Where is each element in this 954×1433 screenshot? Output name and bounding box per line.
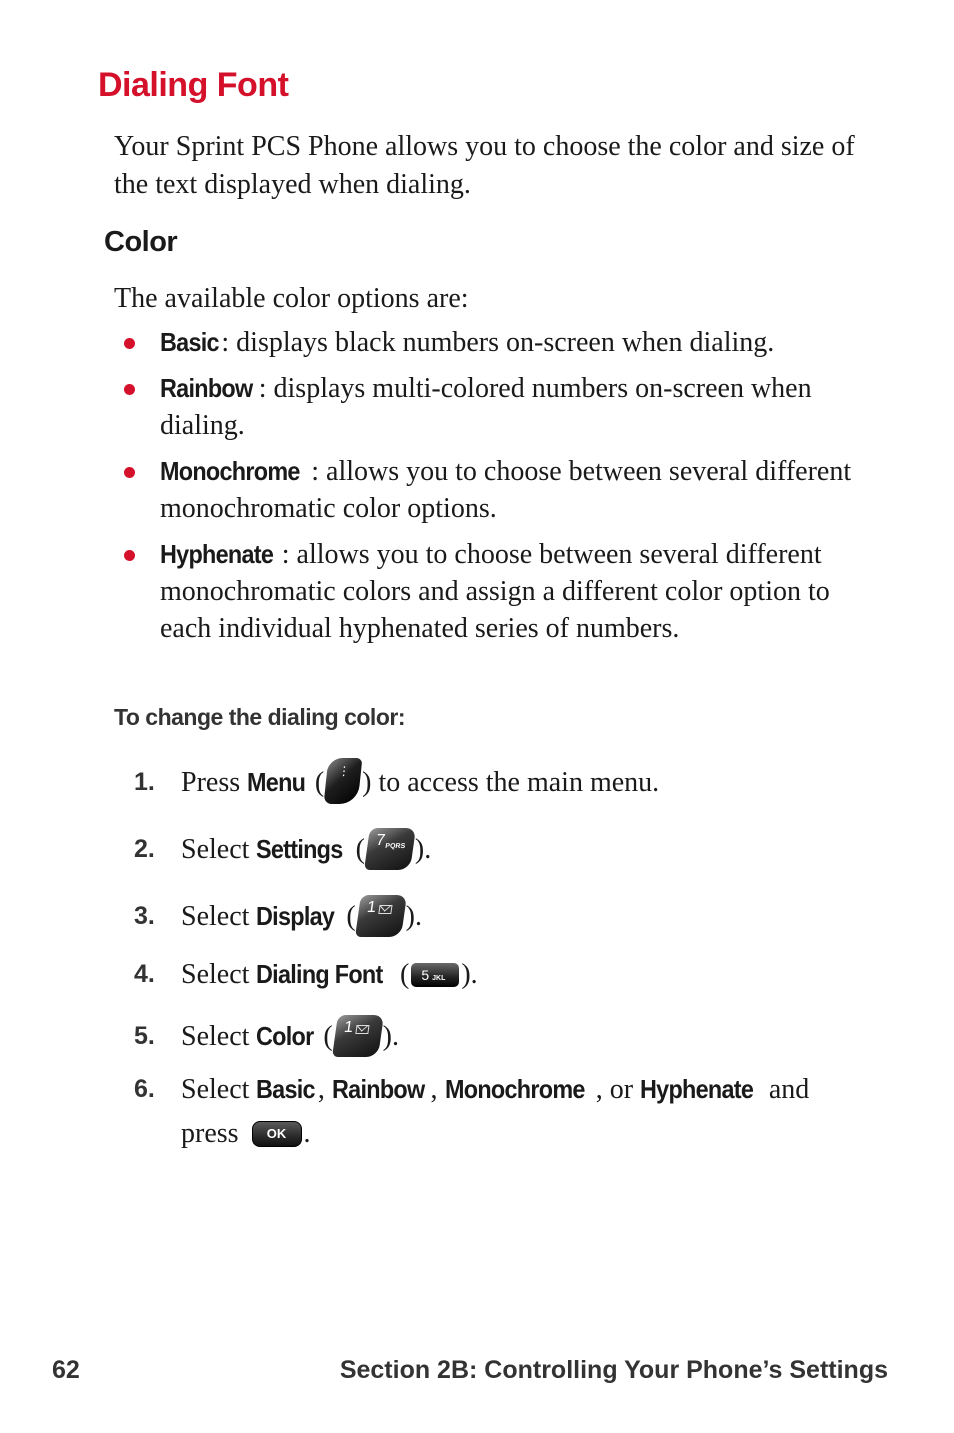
step-verb: Press [181,767,241,798]
ok-key-icon: OK [252,1121,302,1147]
key-number: 1 [365,898,377,916]
step-or-text: , or [595,1074,634,1105]
key-1-icon [332,1015,384,1057]
step-item: 5. Select Color ( 1 ). [134,1014,864,1067]
key-7-icon [364,828,416,870]
step-number: 6. [134,1075,155,1103]
bullet-icon [124,338,135,349]
option-description: : allows you to choose between several different monochromatic colors and assign a different color option to each individual hyphenated series of numbers. [160,539,830,644]
option-term: Hyphenate [160,539,274,569]
page-heading: Dialing Font [98,66,289,104]
list-item [124,324,884,361]
step-item: 1. Press Menu ( ⋮ ) to access the main menu. [134,760,864,827]
key-number: 1 [342,1018,354,1036]
bullet-icon [124,384,135,395]
list-item [124,453,884,527]
envelope-icon [355,1025,369,1034]
step-verb: Select [181,834,250,865]
section-subheading: Color [104,226,178,258]
option-monochrome: Monochrome [444,1074,585,1104]
option-hyphenate: Hyphenate [640,1074,754,1104]
list-item [124,536,884,647]
step-and-text: and [761,1074,810,1105]
step-verb: Select [181,959,250,990]
option-term: Monochrome [160,456,300,486]
option-basic: Basic [256,1074,316,1104]
bullet-icon [124,467,135,478]
color-options-list [124,324,884,656]
option-rainbow: Rainbow [331,1074,425,1104]
step-item: 2. Select Settings ( 7PQRS ). [134,827,864,894]
step-item: 6. Select Basic, Rainbow , Monochrome , or Hyphenate and press OK . [134,1067,864,1156]
step-item: 4. Select Dialing Font ( 5 JKL ). [134,952,864,1014]
step-verb: Select [181,901,250,932]
menu-key-icon: ⋮ [324,758,363,804]
key-letters: JKL [432,974,446,982]
key-5-icon [411,963,459,987]
step-verb: Select [181,1074,250,1105]
step-verb: Select [181,1021,250,1052]
options-lead-text: The available color options are: [114,283,469,314]
step-item-name: Menu [247,767,306,797]
step-number: 4. [134,960,155,988]
step-item-name: Display [256,901,335,931]
option-term: Rainbow [160,373,253,403]
step-press-text: press [181,1118,239,1149]
option-term: Basic [160,327,219,357]
key-1-icon [355,895,407,937]
procedure-steps [134,760,864,1156]
key-number: 5 [421,966,430,983]
key-letters: PQRS [384,842,406,850]
step-number: 1. [134,768,155,796]
page-number: 62 [52,1356,80,1384]
envelope-icon [378,905,392,914]
list-item [124,370,884,444]
procedure-title: To change the dialing color: [114,704,405,730]
step-number: 5. [134,1022,155,1050]
intro-paragraph: Your Sprint PCS Phone allows you to choose the color and size of the text displayed when dialing. [114,131,855,200]
option-description: : allows you to choose between several different monochromatic color options. [160,456,852,524]
step-item-name: Color [256,1021,314,1051]
step-number: 2. [134,835,155,863]
step-number: 3. [134,902,155,930]
step-item-name: Settings [256,834,343,864]
section-footer-title: Section 2B: Controlling Your Phone’s Settings [339,1356,888,1384]
option-description: : displays black numbers on-screen when dialing. [221,327,775,358]
bullet-icon [124,550,135,561]
key-number: 7 [374,831,387,849]
step-tail: to access the main menu. [371,767,660,798]
option-description: : displays multi-colored numbers on-screen when dialing. [160,373,812,441]
step-item-name: Dialing Font [256,959,383,989]
step-item: 3. Select Display ( 1 ). [134,894,864,952]
